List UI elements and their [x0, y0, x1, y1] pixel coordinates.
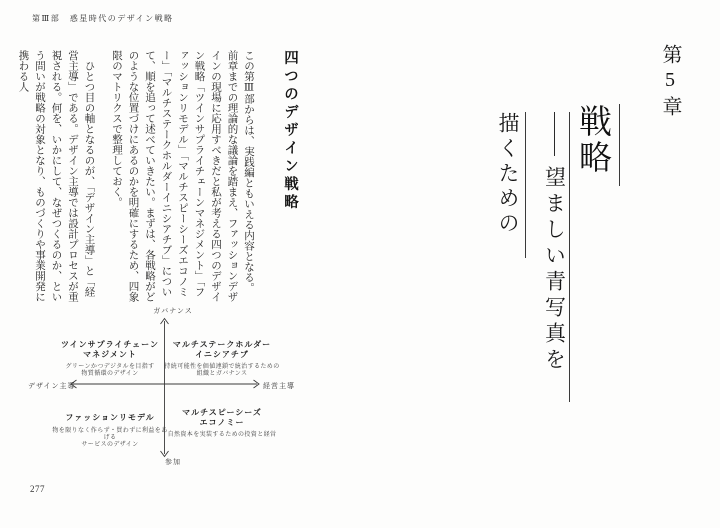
part-header: 第Ⅲ部 惑星時代のデザイン戦略 [32, 14, 174, 23]
chapter-subtitle-line1 [540, 112, 570, 402]
axis-label-management-led: 経営主導 [263, 383, 295, 390]
body-paragraph: ひとつ目の軸となるのが、「デザイン主導」と「経営主導」である。デザイン主導では設計プロセスが重視される。何を、いかにして、なぜつくるのか、という問いが戦略の対象となり、ものづくりや事業開発に携わる人 [17, 50, 95, 302]
quadrant-description: 自然資本を実装するための投資と経営 [167, 432, 277, 438]
quadrant-multi-stakeholder [161, 340, 283, 378]
section-heading: 四つのデザイン戦略 [282, 50, 298, 212]
page-number: 277 [30, 484, 45, 494]
chapter-title-main: 戦略 [580, 104, 620, 186]
quadrant-description: グリーンかつデジタルを目指す 物質循環のデザイン [65, 364, 155, 377]
quadrant-title: マルチステークホルダー イニシアチブ [172, 340, 272, 359]
axis-label-participation: 参加 [165, 459, 181, 466]
quadrant-description: 物を限りなく作らず・買わずに利益をあげる サービスのデザイン [52, 427, 168, 448]
chapter-number: 第5章 [659, 44, 681, 121]
quadrant-fashion-remodel [50, 413, 170, 449]
quadrant-multispecies-economy [161, 408, 283, 439]
quadrant-title: マルチスピーシーズ エコノミー [182, 408, 262, 427]
quadrant-twin-supply-chain [50, 340, 170, 378]
quadrant-title: ファッションリモデル [65, 413, 155, 422]
axis-label-governance: ガバナンス [153, 308, 193, 315]
strategy-matrix-diagram [28, 304, 318, 474]
body-paragraph: この第Ⅲ部からは、実践編ともいえる内容となる。前章までの理論的な議論を踏まえ、ファッションデザインの現場に応用すべきだと私が考える四つのデザイン戦略「ツインサプライチェーンマネジメント」「ファッションリモデル」「マルチスピーシーズエコノミー」「マルチステークホルダーイニシアチブ」について、順を追って述べていきたい。まずは、各戦略がどのような位置づけにあるのかを明確にするため、四象限のマトリクスで整理しておく。 [111, 50, 254, 302]
quadrant-title: ツインサプライチェーン マネジメント [61, 340, 159, 359]
em-dash-icon [554, 112, 556, 156]
chapter-subtitle-line2: 描くための [496, 112, 526, 258]
quadrant-description: 持続可能性を価値連鎖で統治するための 組織とガバナンス [164, 364, 280, 377]
chapter-subtitle-text: 望ましい青写真を [542, 166, 567, 374]
body-text [17, 50, 302, 302]
axis-label-design-led: デザイン主導 [28, 383, 76, 390]
